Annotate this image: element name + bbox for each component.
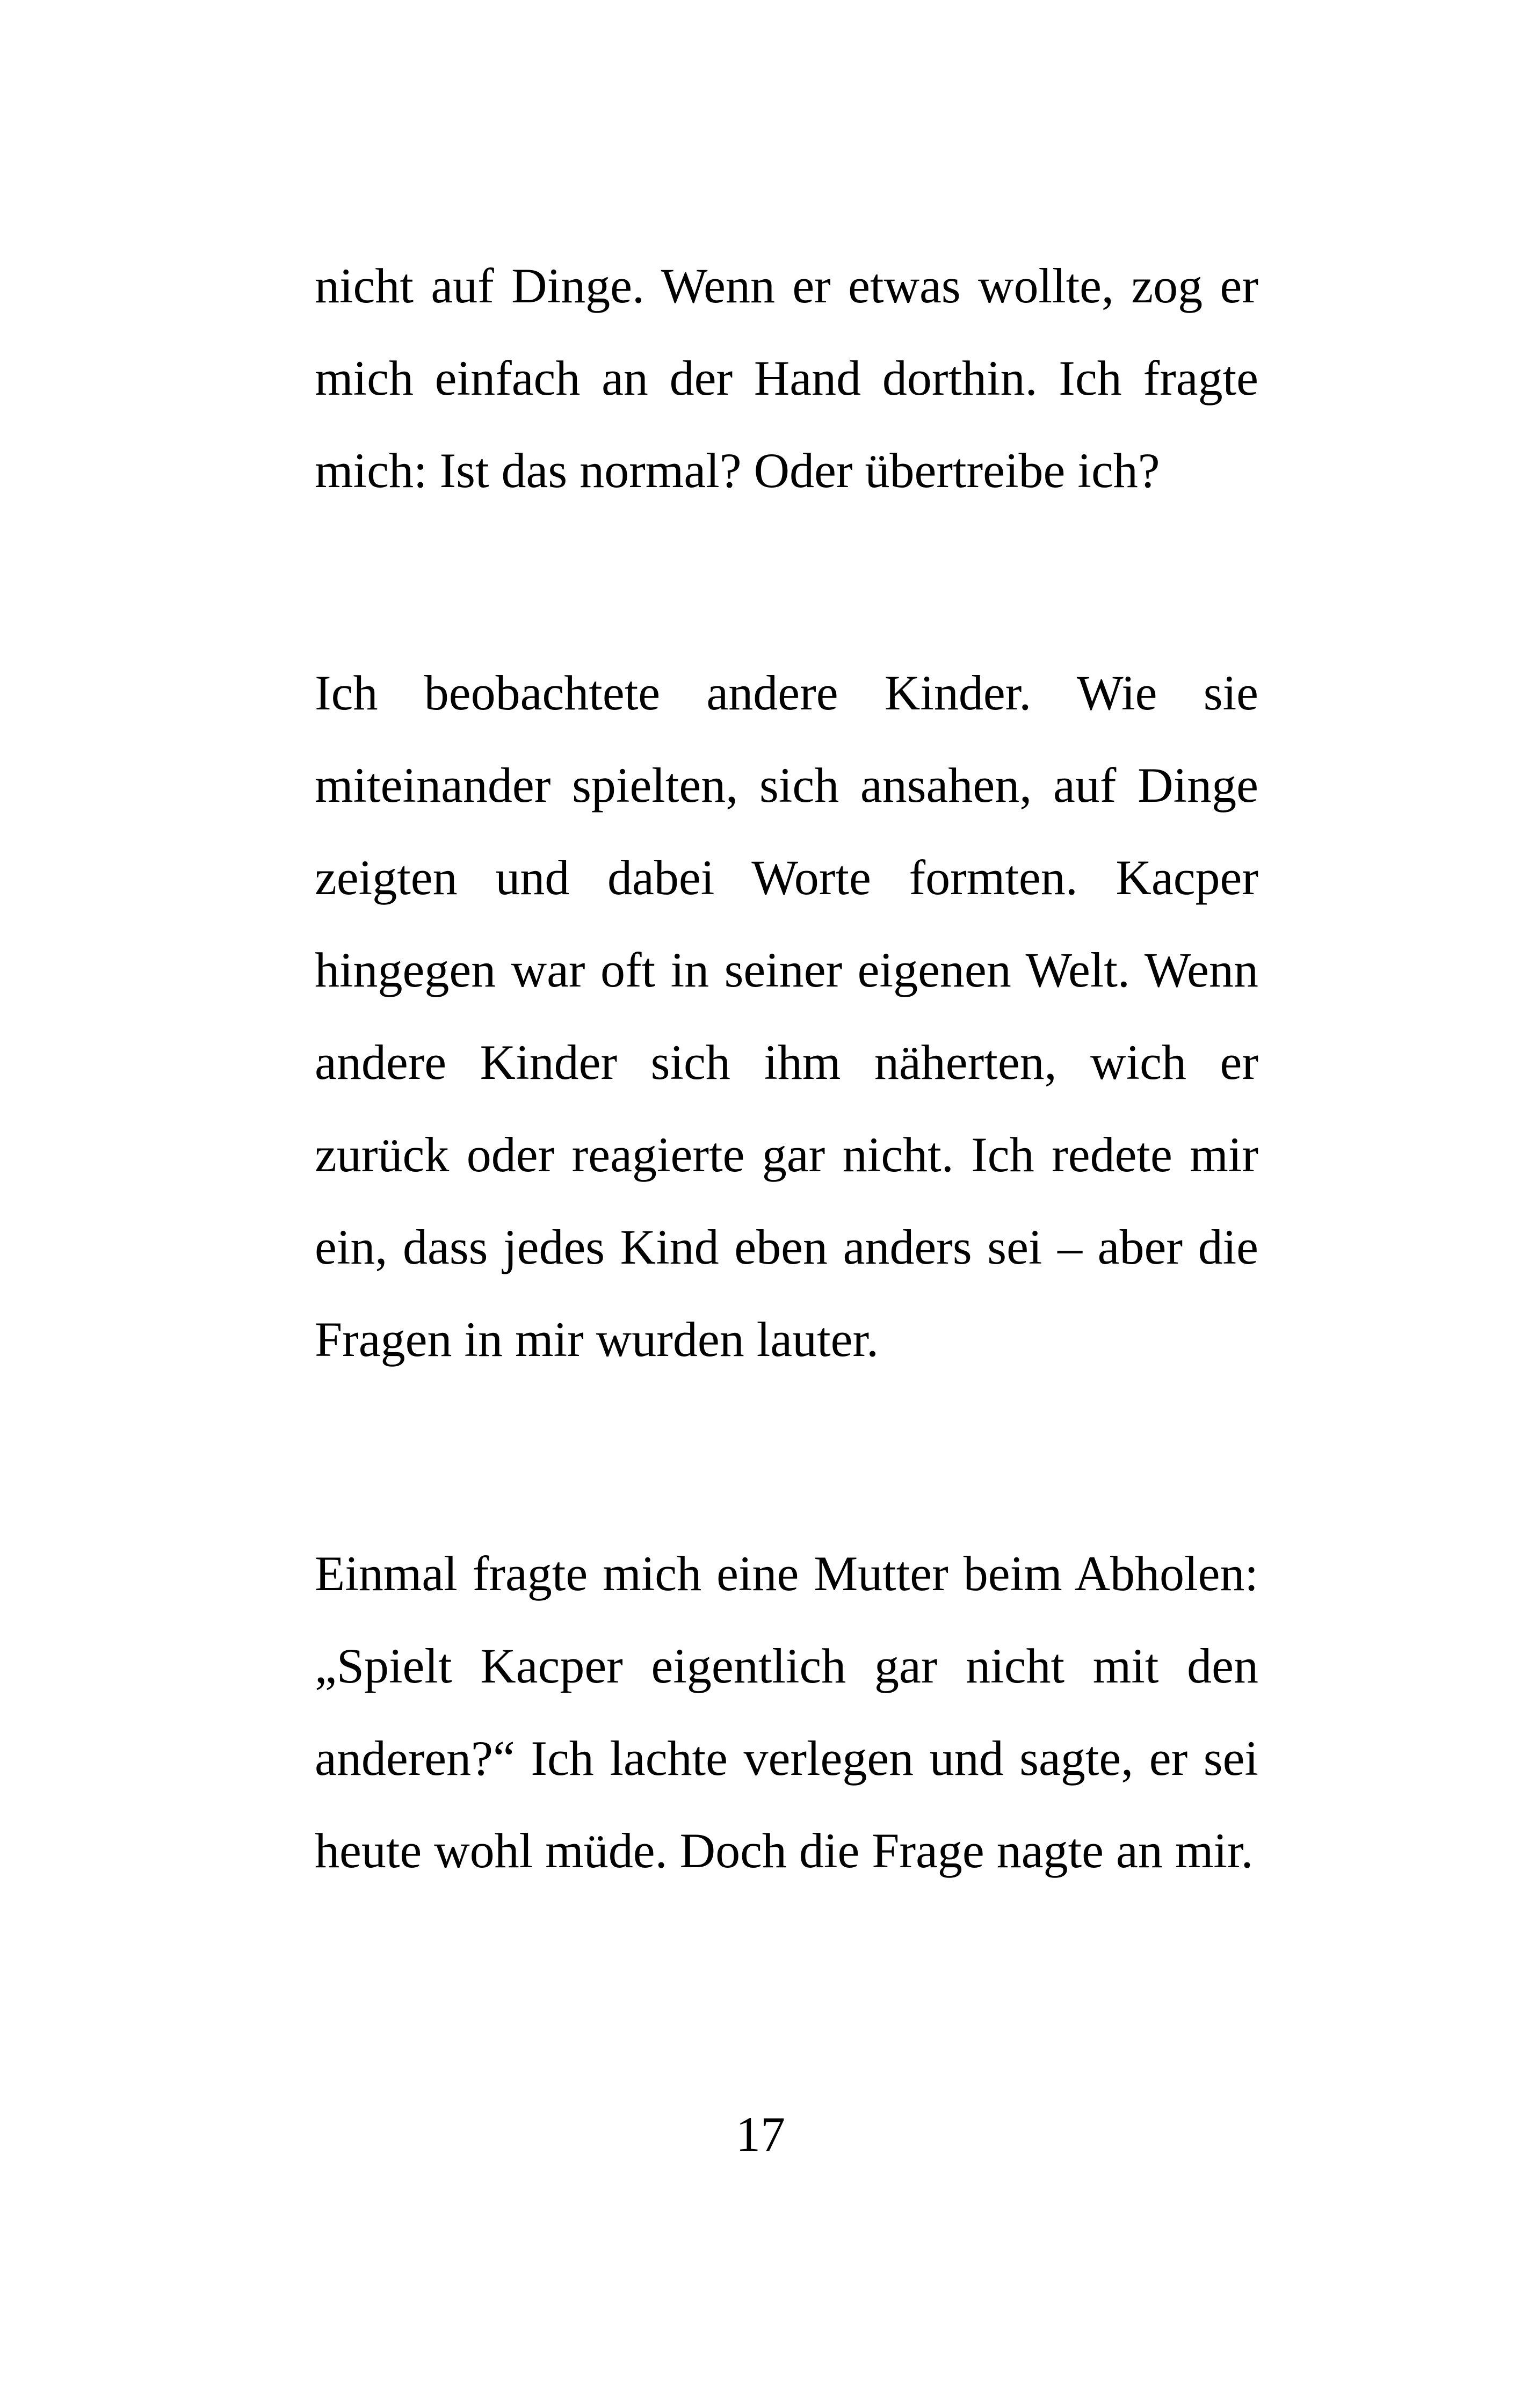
paragraph-text: Ich beobachtete andere Kinder. Wie sie miteinander spielten, sich ansahen, auf Dinge zeigten und dabei Worte formten. Kacper hingegen war oft in seiner eigenen Welt. Wenn andere Kinder sich ihm näherten, wich er zurück oder reagierte gar nicht. Ich redete mir ein, dass jedes Kind eben anders sei – aber die Fragen in mir wurden lauter. xyxy=(315,665,1258,1367)
page-number: 17 xyxy=(736,2107,785,2162)
paragraph-text: nicht auf Dinge. Wenn er etwas wollte, zog er mich einfach an der Hand dorthin. Ich fragte mich: Ist das normal? Oder übertreibe ich? xyxy=(315,258,1258,498)
paragraph-3 xyxy=(315,1527,1258,1897)
paragraph-text: Einmal fragte mich eine Mutter beim Abholen: „Spielt Kacper eigentlich gar nicht mit den anderen?“ Ich lachte verlegen und sagte, er sei heute wohl müde. Doch die Frage nagte an mir. xyxy=(315,1546,1258,1878)
paragraph-2 xyxy=(315,647,1258,1386)
paragraph-1 xyxy=(315,240,1258,517)
